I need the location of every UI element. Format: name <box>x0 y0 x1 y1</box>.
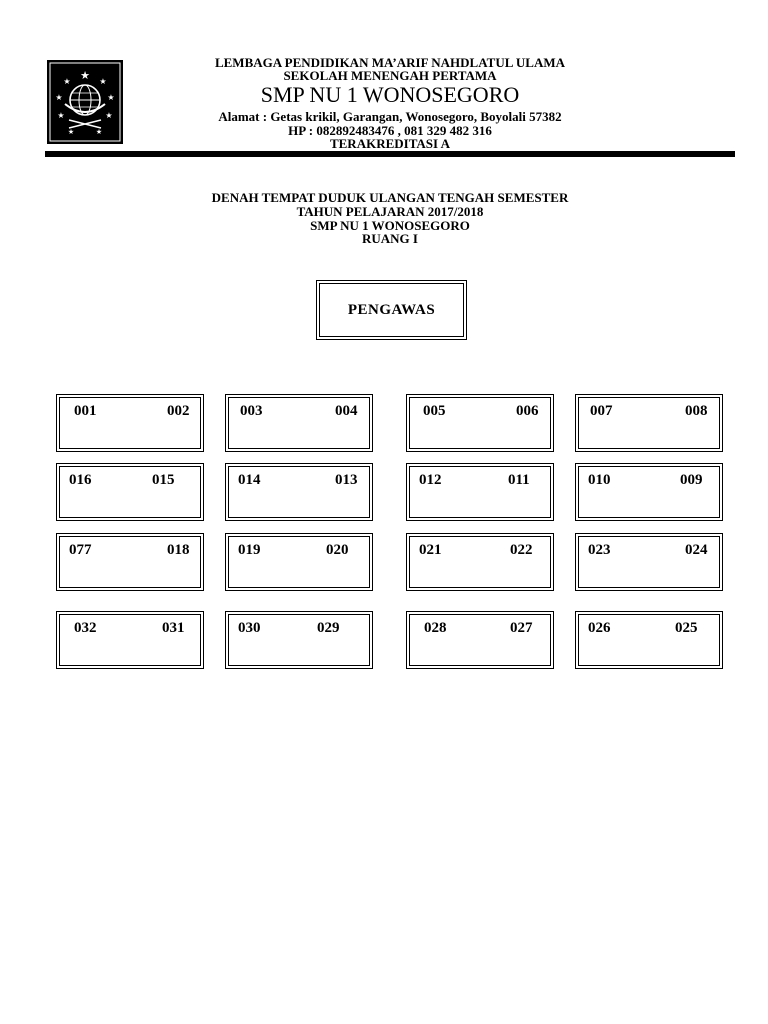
seat-number: 020 <box>326 542 349 558</box>
seat-number: 007 <box>590 403 613 419</box>
desk-012-011 <box>406 463 554 521</box>
supervisor-desk <box>316 280 467 340</box>
seat-number: 024 <box>685 542 708 558</box>
seat-number: 032 <box>74 620 97 636</box>
desk-021-022 <box>406 533 554 591</box>
svg-text:★: ★ <box>80 70 90 82</box>
desk-001-002 <box>56 394 204 452</box>
seat-number: 006 <box>516 403 539 419</box>
desk-010-009 <box>575 463 723 521</box>
desk-014-013 <box>225 463 373 521</box>
seat-number: 027 <box>510 620 533 636</box>
seat-number: 021 <box>419 542 442 558</box>
seat-number: 029 <box>317 620 340 636</box>
svg-text:★: ★ <box>105 111 113 120</box>
seat-number: 025 <box>675 620 698 636</box>
foundation-name: LEMBAGA PENDIDIKAN MA’ARIF NAHDLATUL ULAMA <box>214 55 566 70</box>
seat-number: 004 <box>335 403 358 419</box>
svg-text:★: ★ <box>57 111 65 120</box>
desk-023-024 <box>575 533 723 591</box>
seat-number: 016 <box>69 472 92 488</box>
school-level: SEKOLAH MENENGAH PERTAMA <box>283 68 497 83</box>
seat-number: 011 <box>508 472 530 488</box>
desk-077-018 <box>56 533 204 591</box>
seat-number: 031 <box>162 620 185 636</box>
seat-number: 009 <box>680 472 703 488</box>
document-title: DENAH TEMPAT DUDUK ULANGAN TENGAH SEMESTER <box>211 190 569 205</box>
desk-030-029 <box>225 611 373 669</box>
svg-text:★: ★ <box>63 77 71 86</box>
seat-number: 023 <box>588 542 611 558</box>
room-label: RUANG I <box>362 231 418 246</box>
svg-text:★: ★ <box>107 93 115 102</box>
desk-028-027 <box>406 611 554 669</box>
desk-003-004 <box>225 394 373 452</box>
seat-number: 077 <box>69 542 92 558</box>
school-phone: HP : 082892483476 , 081 329 482 316 <box>288 123 492 138</box>
nu-emblem-icon <box>47 60 123 144</box>
desk-005-006 <box>406 394 554 452</box>
seat-number: 005 <box>423 403 446 419</box>
svg-text:★: ★ <box>95 128 103 136</box>
school-address: Alamat : Getas krikil, Garangan, Wonosegoro, Boyolali 57382 <box>218 109 562 124</box>
seat-number: 014 <box>238 472 261 488</box>
accreditation-status: TERAKREDITASI A <box>329 136 451 151</box>
svg-text:★: ★ <box>55 93 63 102</box>
desk-016-015 <box>56 463 204 521</box>
seat-number: 012 <box>419 472 442 488</box>
seat-number: 002 <box>167 403 190 419</box>
desk-019-020 <box>225 533 373 591</box>
letterhead-divider <box>45 151 735 157</box>
seat-number: 026 <box>588 620 611 636</box>
desk-032-031 <box>56 611 204 669</box>
seat-number: 013 <box>335 472 358 488</box>
desk-026-025 <box>575 611 723 669</box>
svg-text:★: ★ <box>99 77 107 86</box>
seat-number: 001 <box>74 403 97 419</box>
nu-logo <box>47 60 123 144</box>
desk-007-008 <box>575 394 723 452</box>
seat-number: 019 <box>238 542 261 558</box>
document-school-name: SMP NU 1 WONOSEGORO <box>310 218 470 233</box>
seat-number: 022 <box>510 542 533 558</box>
svg-text:★: ★ <box>67 128 75 136</box>
school-name: SMP NU 1 WONOSEGORO <box>260 82 520 107</box>
academic-year: TAHUN PELAJARAN 2017/2018 <box>296 204 484 219</box>
supervisor-label: PENGAWAS <box>347 301 436 318</box>
seat-number: 028 <box>424 620 447 636</box>
seat-number: 003 <box>240 403 263 419</box>
seat-number: 008 <box>685 403 708 419</box>
seat-number: 010 <box>588 472 611 488</box>
seat-number: 018 <box>167 542 190 558</box>
seat-number: 015 <box>152 472 175 488</box>
seat-number: 030 <box>238 620 261 636</box>
